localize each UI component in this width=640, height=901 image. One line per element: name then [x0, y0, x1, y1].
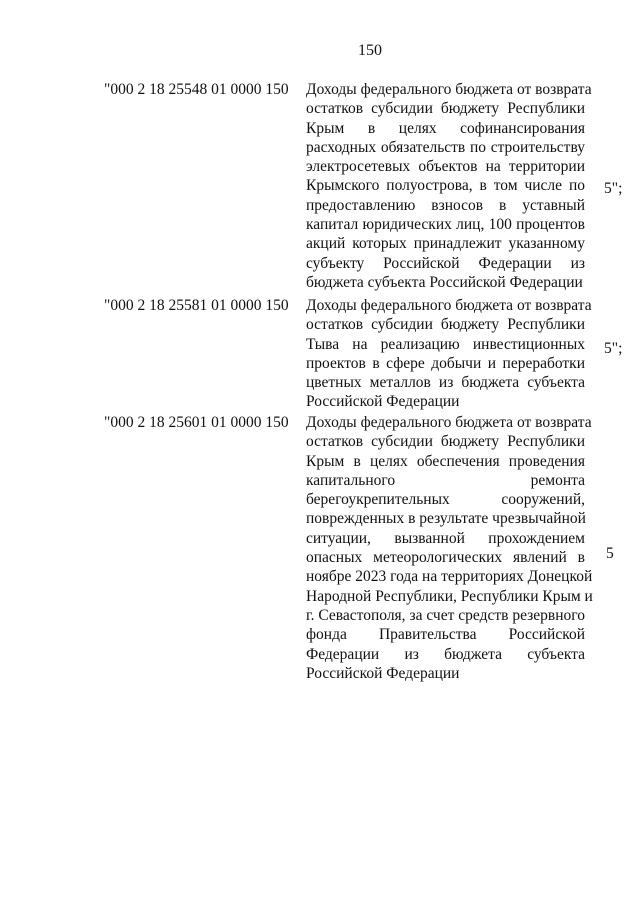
description-line: Тыва на реализацию инвестиционных — [306, 335, 585, 353]
description-line: Крым в целях софинансирования — [306, 119, 585, 137]
description-line: Крымского полуострова, в том числе по — [306, 177, 585, 195]
description-line: поврежденных в результате чрезвычайной — [306, 510, 586, 528]
description-line: фонда Правительства Российской — [306, 626, 585, 644]
description-line: капитал юридических лиц, 100 процентов — [306, 216, 585, 234]
description-line: г. Севастополя, за счет средств резервного — [306, 606, 585, 624]
description-line: бюджета субъекта Российской Федерации — [306, 273, 583, 291]
description-line: ноябре 2023 года на территориях Донецкой — [306, 568, 593, 586]
description-line: расходных обязательств по строительству — [306, 138, 585, 156]
page-number: 150 — [358, 42, 382, 59]
entry-amount: 5 — [606, 545, 614, 562]
description-line: Народной Республики, Республики Крым и — [306, 587, 593, 605]
description-line: предоставлению взносов в уставный — [306, 196, 585, 214]
entry-description — [306, 80, 592, 292]
description-line: проектов в сфере добычи и переработки — [306, 354, 585, 372]
description-line: Доходы федерального бюджета от возврата — [306, 414, 592, 431]
description-line: берегоукрепительных сооружений, — [306, 491, 585, 509]
description-line: электросетевых объектов на территории — [306, 158, 585, 176]
entry-amount: 5"; — [604, 180, 623, 197]
description-line: остатков субсидии бюджету Республики — [306, 433, 585, 451]
description-line: капитального ремонта — [306, 471, 585, 489]
description-line: Российской Федерации — [306, 393, 460, 411]
entry-description — [306, 296, 592, 412]
description-line: Российской Федерации — [306, 664, 460, 682]
description-line: Федерации из бюджета субъекта — [306, 645, 585, 663]
description-line: ситуации, вызванной прохождением — [306, 529, 585, 547]
description-line: Доходы федерального бюджета от возврата — [306, 297, 592, 314]
description-line: Крым в целях обеспечения проведения — [306, 452, 585, 470]
description-line: опасных метеорологических явлений в — [306, 549, 585, 567]
description-line: Доходы федерального бюджета от возврата — [306, 81, 592, 98]
entry-description — [306, 413, 593, 683]
budget-code: "000 2 18 25601 01 0000 150 — [104, 414, 289, 431]
description-line: остатков субсидии бюджету Республики — [306, 316, 585, 334]
budget-code: "000 2 18 25548 01 0000 150 — [104, 81, 289, 98]
description-line: акций которых принадлежит указанному — [306, 235, 585, 253]
description-line: остатков субсидии бюджету Республики — [306, 100, 585, 118]
description-line: субъекту Российской Федерации из — [306, 254, 585, 272]
budget-code: "000 2 18 25581 01 0000 150 — [104, 297, 289, 314]
description-line: цветных металлов из бюджета субъекта — [306, 374, 585, 392]
entry-amount: 5"; — [604, 340, 623, 357]
